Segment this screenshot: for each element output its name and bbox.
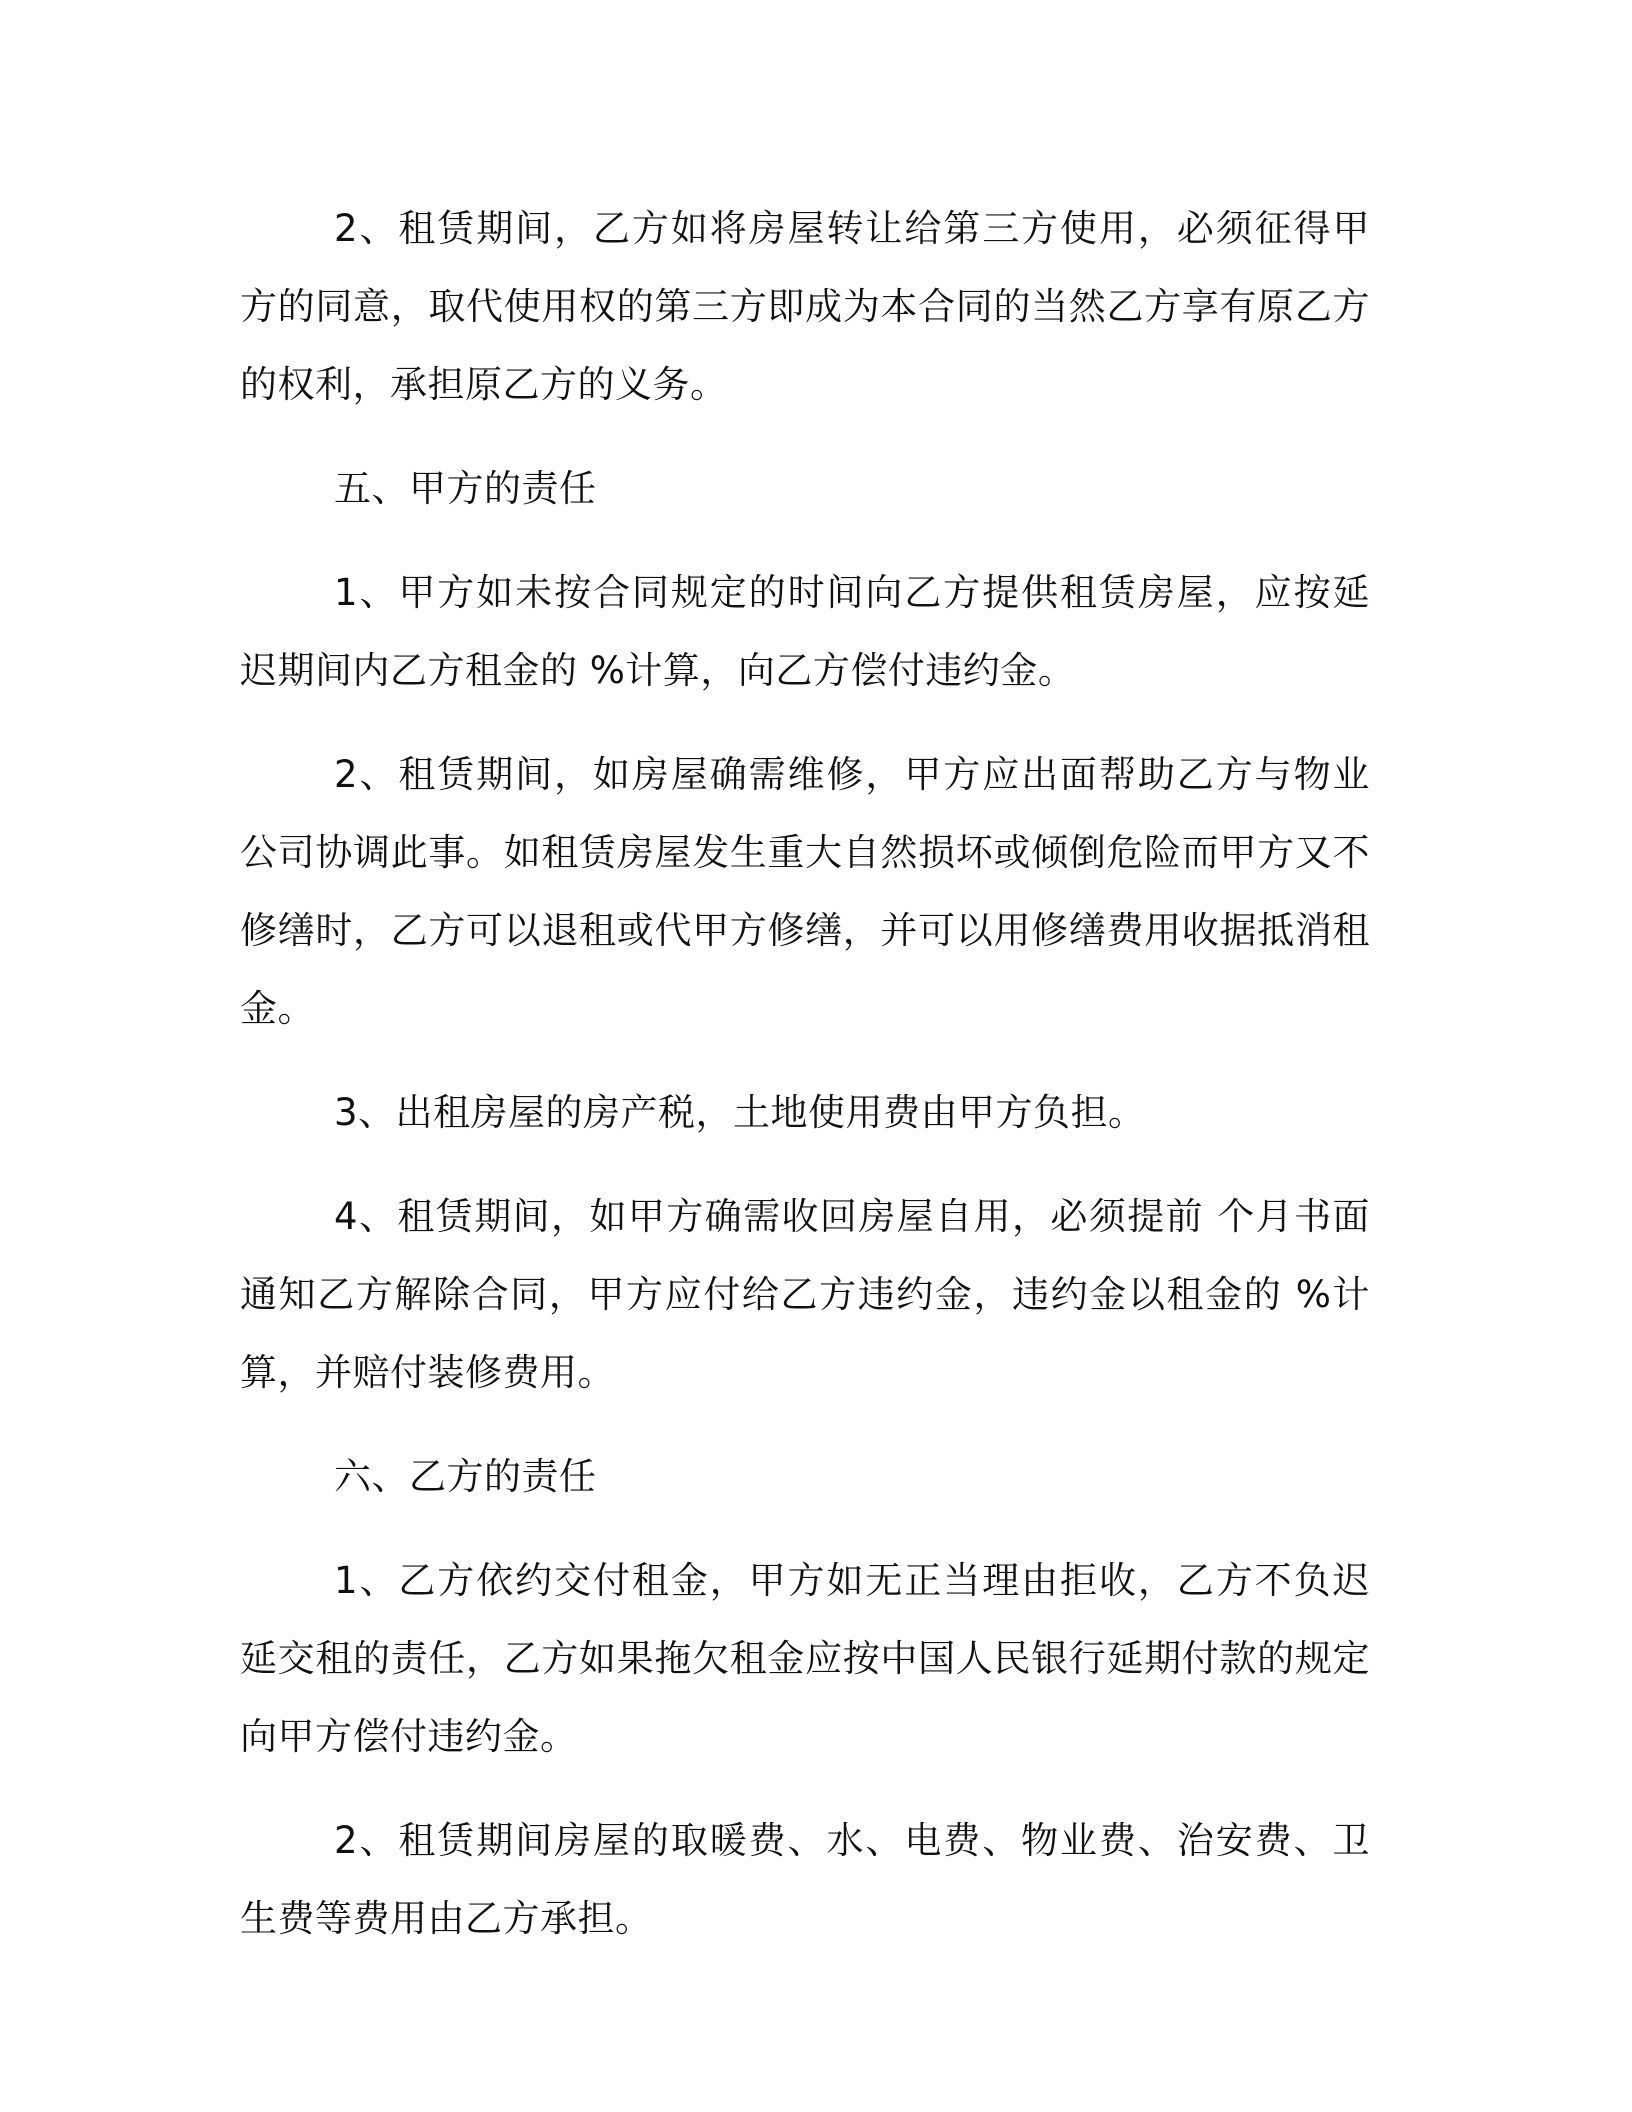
clause-5-4: 4、租赁期间，如甲方确需收回房屋自用，必须提前 个月书面通知乙方解除合同，甲方应付给乙方违约金，违约金以租金的 %计算，并赔付装修费用。 xyxy=(240,1195,1370,1394)
section-heading-5: 五、甲方的责任 xyxy=(334,467,597,510)
clause-6-1: 1、乙方依约交付租金，甲方如无正当理由拒收，乙方不负迟延交租的责任，乙方如果拖欠租金应按中国人民银行延期付款的规定向甲方偿付违约金。 xyxy=(240,1559,1370,1758)
clause-6-2: 2、租赁期间房屋的取暖费、水、电费、物业费、治安费、卫生费等费用由乙方承担。 xyxy=(240,1819,1370,1940)
clause-5-1: 1、甲方如未按合同规定的时间向乙方提供租赁房屋，应按延迟期间内乙方租金的 %计算，向乙方偿付违约金。 xyxy=(240,571,1370,692)
section-heading-6: 六、乙方的责任 xyxy=(334,1455,597,1498)
clause-5-2: 2、租赁期间，如房屋确需维修，甲方应出面帮助乙方与物业公司协调此事。如租赁房屋发生重大自然损坏或倾倒危险而甲方又不修缮时，乙方可以退租或代甲方修缮，并可以用修缮费用收据抵消租金。 xyxy=(240,753,1370,1030)
document-body xyxy=(240,190,1370,1984)
clause-5-3: 3、出租房屋的房产税，土地使用费由甲方负担。 xyxy=(334,1091,1146,1134)
clause-4-2-transfer: 2、租赁期间，乙方如将房屋转让给第三方使用，必须征得甲方的同意，取代使用权的第三方即成为本合同的当然乙方享有原乙方的权利，承担原乙方的义务。 xyxy=(240,207,1370,406)
